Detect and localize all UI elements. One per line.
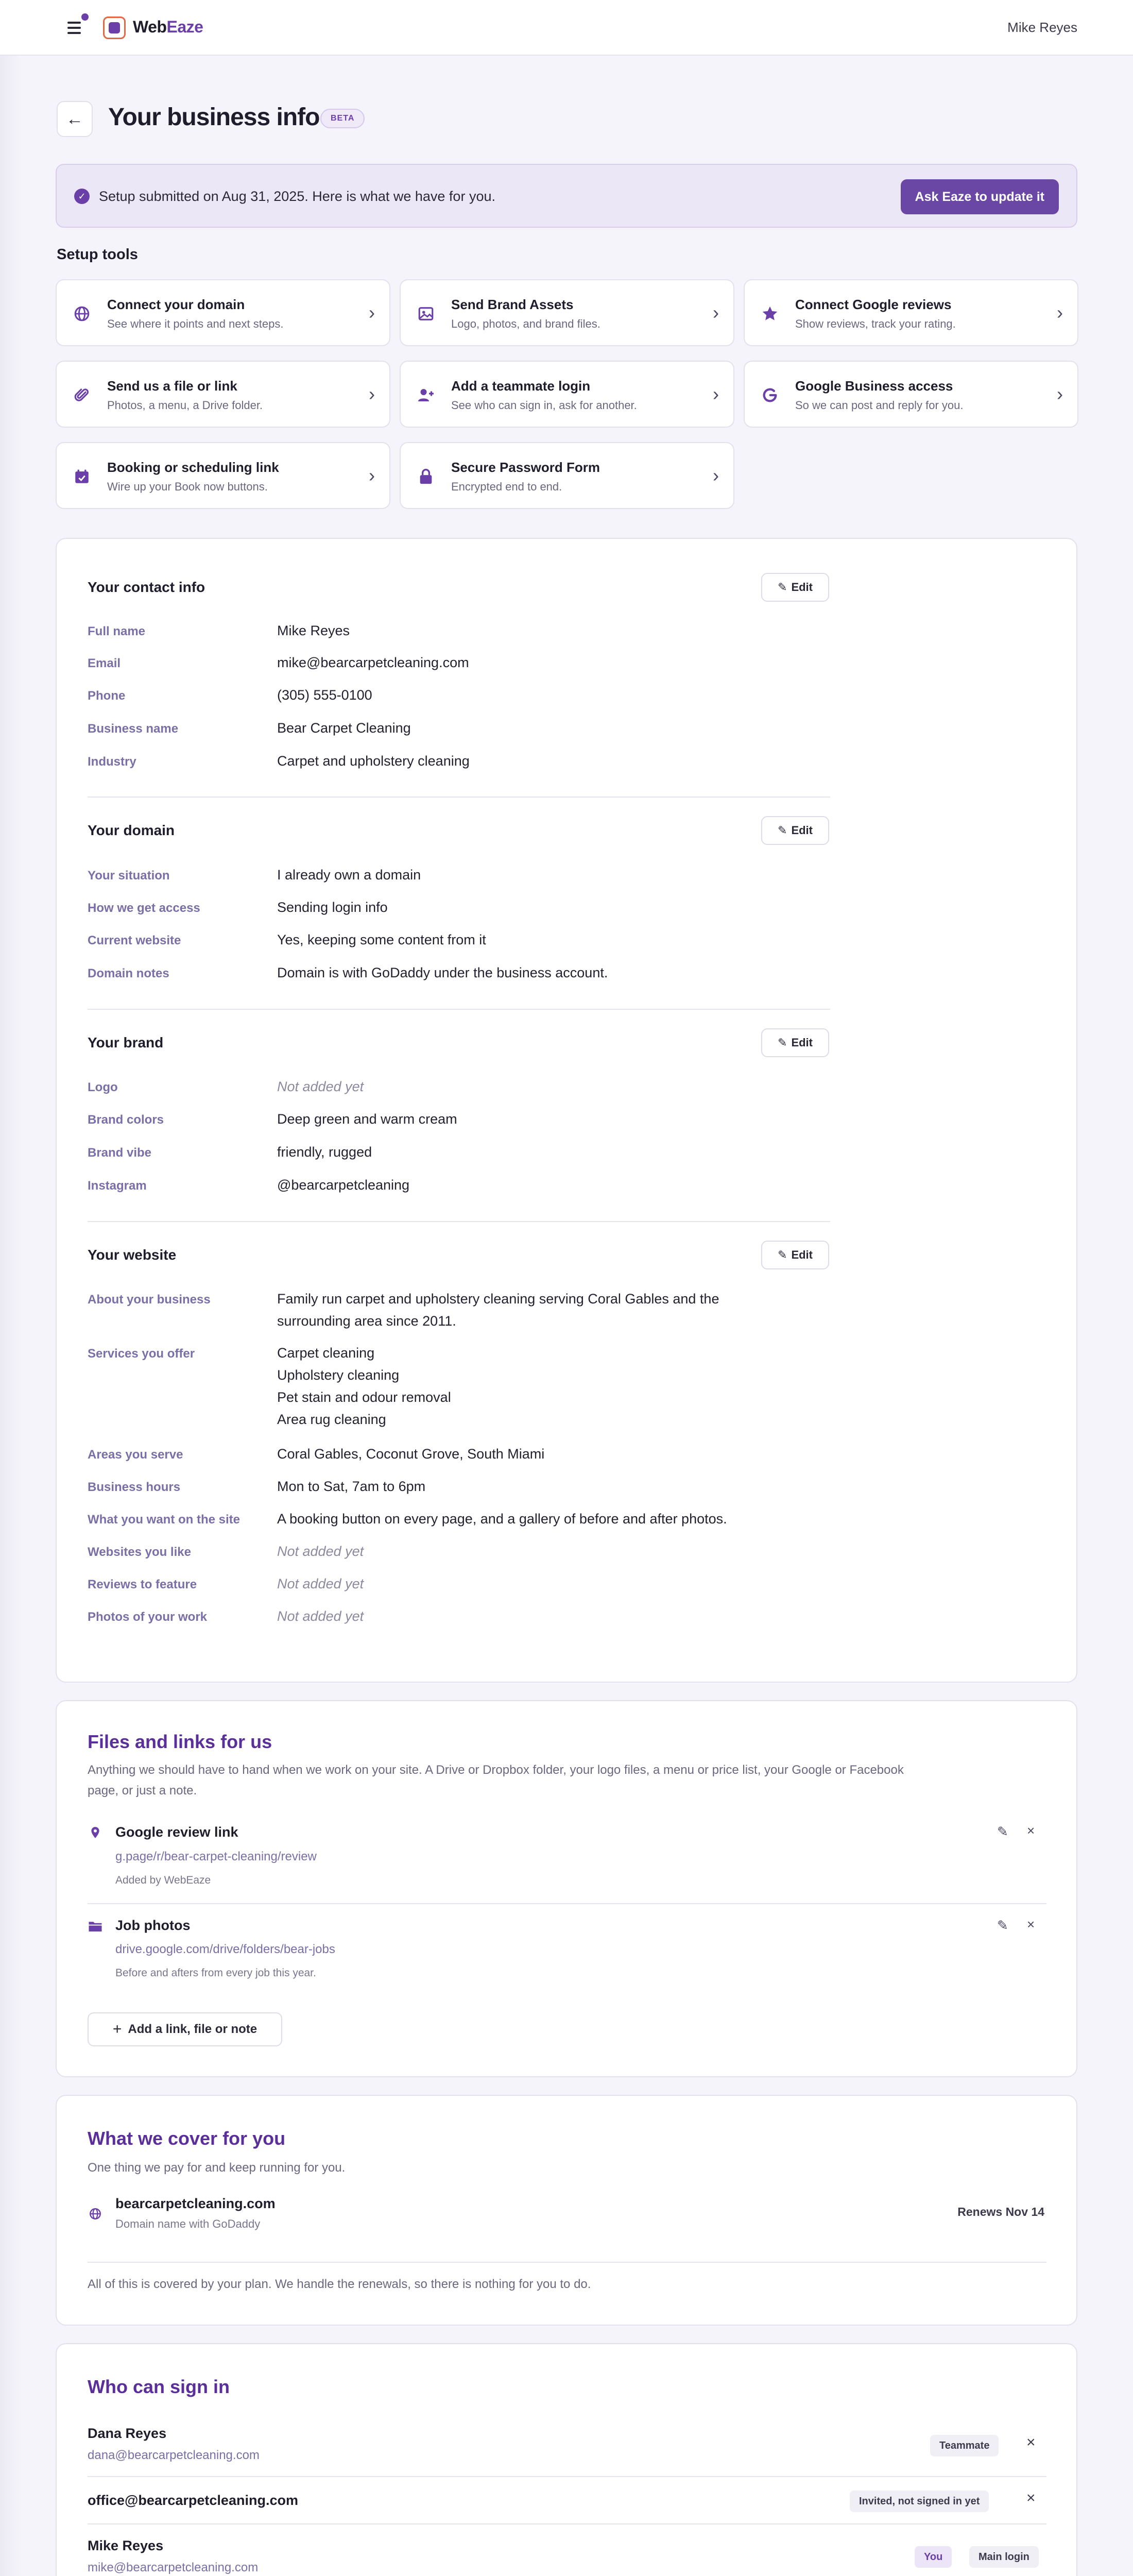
paperclip-icon [72,385,92,405]
folder-icon [88,1919,103,1934]
website-value: Coral Gables, Coconut Grove, South Miami [277,1446,545,1462]
file-item-title: Job photos [115,1918,191,1933]
website-label: Areas you serve [88,1448,183,1462]
file-item-link[interactable]: drive.google.com/drive/folders/bear-jobs [115,1942,335,1956]
contact-label: Phone [88,689,126,703]
tool-title: Add a teammate login [451,378,591,394]
website-label: Services you offer [88,1347,195,1361]
contact-label: Full name [88,624,146,638]
lock-icon [416,467,436,486]
add-file-button[interactable] [88,2012,282,2046]
contact-value: Bear Carpet Cleaning [277,720,411,736]
ask-update-button[interactable]: Ask Eaze to update it [901,179,1059,214]
chevron-right-icon: › [713,302,719,323]
website-heading: Your website [88,1247,177,1263]
chevron-right-icon: › [369,465,375,486]
tool-title: Send Brand Assets [451,297,574,312]
globe-icon [72,304,92,324]
divider [88,2262,1046,2263]
files-heading: Files and links for us [88,1731,272,1752]
divider [88,2476,1046,2477]
website-label: Reviews to feature [88,1578,197,1591]
contact-heading: Your contact info [88,579,205,595]
chevron-right-icon: › [1057,383,1063,404]
domain-value: Sending login info [277,900,388,915]
divider [88,796,830,798]
tool-add-teammate[interactable] [400,361,734,428]
pencil-icon: ✎ [778,1248,787,1261]
plus-icon: + [112,2021,122,2038]
website-value: Not added yet [277,1576,364,1591]
edit-label: Edit [791,1248,813,1261]
website-label: About your business [88,1293,211,1307]
person-name: Mike Reyes [88,2538,164,2553]
divider [88,1903,1046,1904]
chevron-right-icon: › [369,383,375,404]
person-name: office@bearcarpetcleaning.com [88,2493,298,2508]
tool-google-reviews[interactable] [744,279,1078,346]
brand-label: Brand colors [88,1113,164,1127]
beta-badge: BETA [320,109,365,128]
website-label: Websites you like [88,1545,191,1559]
website-edit-button[interactable] [761,1241,829,1269]
domain-label: Current website [88,934,181,947]
tool-secure-password[interactable] [400,442,734,509]
remove-user-icon[interactable]: × [1026,2489,1036,2506]
edit-label: Edit [791,824,813,837]
contact-edit-button[interactable] [761,573,829,602]
person-email: mike@bearcarpetcleaning.com [88,2561,259,2574]
arrow-left-icon: ← [66,109,83,129]
contact-label: Email [88,656,121,670]
cover-subtitle: One thing we pay for and keep running for you. [88,2161,346,2175]
remove-user-icon[interactable]: × [1026,2434,1036,2451]
service-item: Upholstery cleaning [277,1367,400,1383]
website-label: Photos of your work [88,1610,208,1624]
tool-subtitle: Wire up your Book now buttons. [107,480,268,493]
person-name: Dana Reyes [88,2426,167,2441]
globe-icon [88,2206,103,2222]
tool-booking-link[interactable] [56,442,390,509]
contact-value: Carpet and upholstery cleaning [277,753,470,769]
tool-title: Connect your domain [107,297,245,312]
chevron-right-icon: › [369,302,375,323]
tool-subtitle: Show reviews, track your rating. [795,317,956,330]
file-item-title: Google review link [115,1824,238,1840]
file-item-note: Before and afters from every job this year. [115,1967,316,1979]
logo-icon[interactable] [103,16,126,39]
map-pin-icon [88,1825,103,1840]
top-bar [0,0,1133,56]
pencil-icon: ✎ [778,1036,787,1049]
status-badge: Invited, not signed in yet [850,2490,989,2512]
edit-label: Edit [791,1036,813,1049]
domain-edit-button[interactable] [761,816,829,845]
tool-send-brand-assets[interactable] [400,279,734,346]
brand-heading: Your brand [88,1035,164,1050]
pencil-icon: ✎ [778,824,787,837]
add-file-label: Add a link, file or note [128,2022,258,2036]
close-icon[interactable]: × [1027,1823,1035,1838]
tool-title: Secure Password Form [451,460,600,475]
setup-tools-heading: Setup tools [57,246,138,263]
cover-item-subtitle: Domain name with GoDaddy [115,2217,261,2230]
pencil-icon[interactable]: ✎ [997,1824,1008,1839]
pencil-icon: ✎ [778,581,787,594]
user-plus-icon [416,385,436,405]
close-icon[interactable]: × [1027,1917,1035,1932]
brand-label: Brand vibe [88,1146,152,1160]
role-badge: Teammate [930,2435,999,2456]
tool-google-business[interactable] [744,361,1078,428]
back-button[interactable] [57,101,93,137]
brand-label: Instagram [88,1179,147,1193]
pencil-icon[interactable]: ✎ [997,1918,1008,1933]
divider [88,2523,1046,2524]
divider [88,1221,830,1222]
brand-name[interactable] [133,18,203,37]
domain-value: Domain is with GoDaddy under the business account. [277,965,608,980]
service-item: Pet stain and odour removal [277,1389,451,1405]
edit-label: Edit [791,581,813,594]
website-value: surrounding area since 2011. [277,1313,456,1329]
side-shade [0,56,21,2576]
divider [88,1009,830,1010]
page-title: Your business info [108,104,320,131]
files-description: Anything we should have to hand when we work on your site. A Drive or Dropbox folder, your logo files, a menu or price list, your Google or Facebook [88,1763,904,1777]
domain-label: Domain notes [88,967,169,980]
notification-dot [81,13,89,21]
brand-label: Logo [88,1080,118,1094]
tool-subtitle: Logo, photos, and brand files. [451,317,600,330]
brand-edit-button[interactable] [761,1028,829,1057]
image-icon [416,304,436,324]
service-item: Area rug cleaning [277,1412,386,1427]
website-label: Business hours [88,1480,181,1494]
brand-value: friendly, rugged [277,1144,372,1160]
contact-value: Mike Reyes [277,623,350,638]
tool-subtitle: Photos, a menu, a Drive folder. [107,399,263,412]
banner-text: Setup submitted on Aug 31, 2025. Here is what we have for you. [99,189,495,204]
chevron-right-icon: › [1057,302,1063,323]
contact-value: (305) 555-0100 [277,687,372,703]
tool-subtitle: See where it points and next steps. [107,317,284,330]
chevron-right-icon: › [713,465,719,486]
cover-heading: What we cover for you [88,2128,286,2149]
brand-name-part1: Web [133,18,167,36]
brand-name-part2: Eaze [166,18,203,36]
domain-label: How we get access [88,901,200,915]
website-value: Mon to Sat, 7am to 6pm [277,1479,426,1494]
tool-send-file[interactable] [56,361,390,428]
calendar-icon [72,467,92,486]
tool-title: Send us a file or link [107,378,237,394]
tool-subtitle: See who can sign in, ask for another. [451,399,637,412]
brand-value: Deep green and warm cream [277,1111,457,1127]
website-value: Not added yet [277,1608,364,1624]
tool-subtitle: Encrypted end to end. [451,480,562,493]
tool-subtitle: So we can post and reply for you. [795,399,964,412]
signin-heading: Who can sign in [88,2376,230,2397]
cover-item-title: bearcarpetcleaning.com [115,2196,276,2211]
domain-heading: Your domain [88,822,175,838]
website-value: Not added yet [277,1544,364,1559]
tool-title: Booking or scheduling link [107,460,279,475]
website-value: Family run carpet and upholstery cleaning serving Coral Gables and the [277,1291,719,1307]
files-description: page, or just a note. [88,1784,197,1798]
file-item-link[interactable]: g.page/r/bear-carpet-cleaning/review [115,1850,317,1863]
you-badge: You [915,2546,952,2568]
status-banner [56,164,1077,228]
renews-label: Renews Nov 14 [957,2205,1044,2218]
check-circle-icon: ✓ [74,189,90,204]
tool-title: Connect Google reviews [795,297,952,312]
website-value: A booking button on every page, and a gallery of before and after photos. [277,1511,727,1527]
domain-value: Yes, keeping some content from it [277,932,486,947]
contact-label: Industry [88,755,136,769]
tool-connect-domain[interactable] [56,279,390,346]
chevron-right-icon: › [713,383,719,404]
star-icon [760,304,780,324]
domain-value: I already own a domain [277,867,421,883]
brand-value: Not added yet [277,1079,364,1094]
domain-label: Your situation [88,869,170,883]
tool-title: Google Business access [795,378,953,394]
contact-label: Business name [88,722,179,736]
cover-footer: All of this is covered by your plan. We handle the renewals, so there is nothing for you to do. [88,2277,591,2291]
contact-value: mike@bearcarpetcleaning.com [277,655,469,670]
person-email: dana@bearcarpetcleaning.com [88,2448,260,2462]
user-menu[interactable]: Mike Reyes [1007,20,1077,35]
service-item: Carpet cleaning [277,1345,375,1361]
main-login-badge: Main login [969,2546,1039,2568]
website-label: What you want on the site [88,1513,241,1527]
brand-value: @bearcarpetcleaning [277,1177,410,1193]
menu-icon[interactable] [64,18,84,38]
google-icon [760,385,780,405]
file-item-note: Added by WebEaze [115,1874,211,1886]
